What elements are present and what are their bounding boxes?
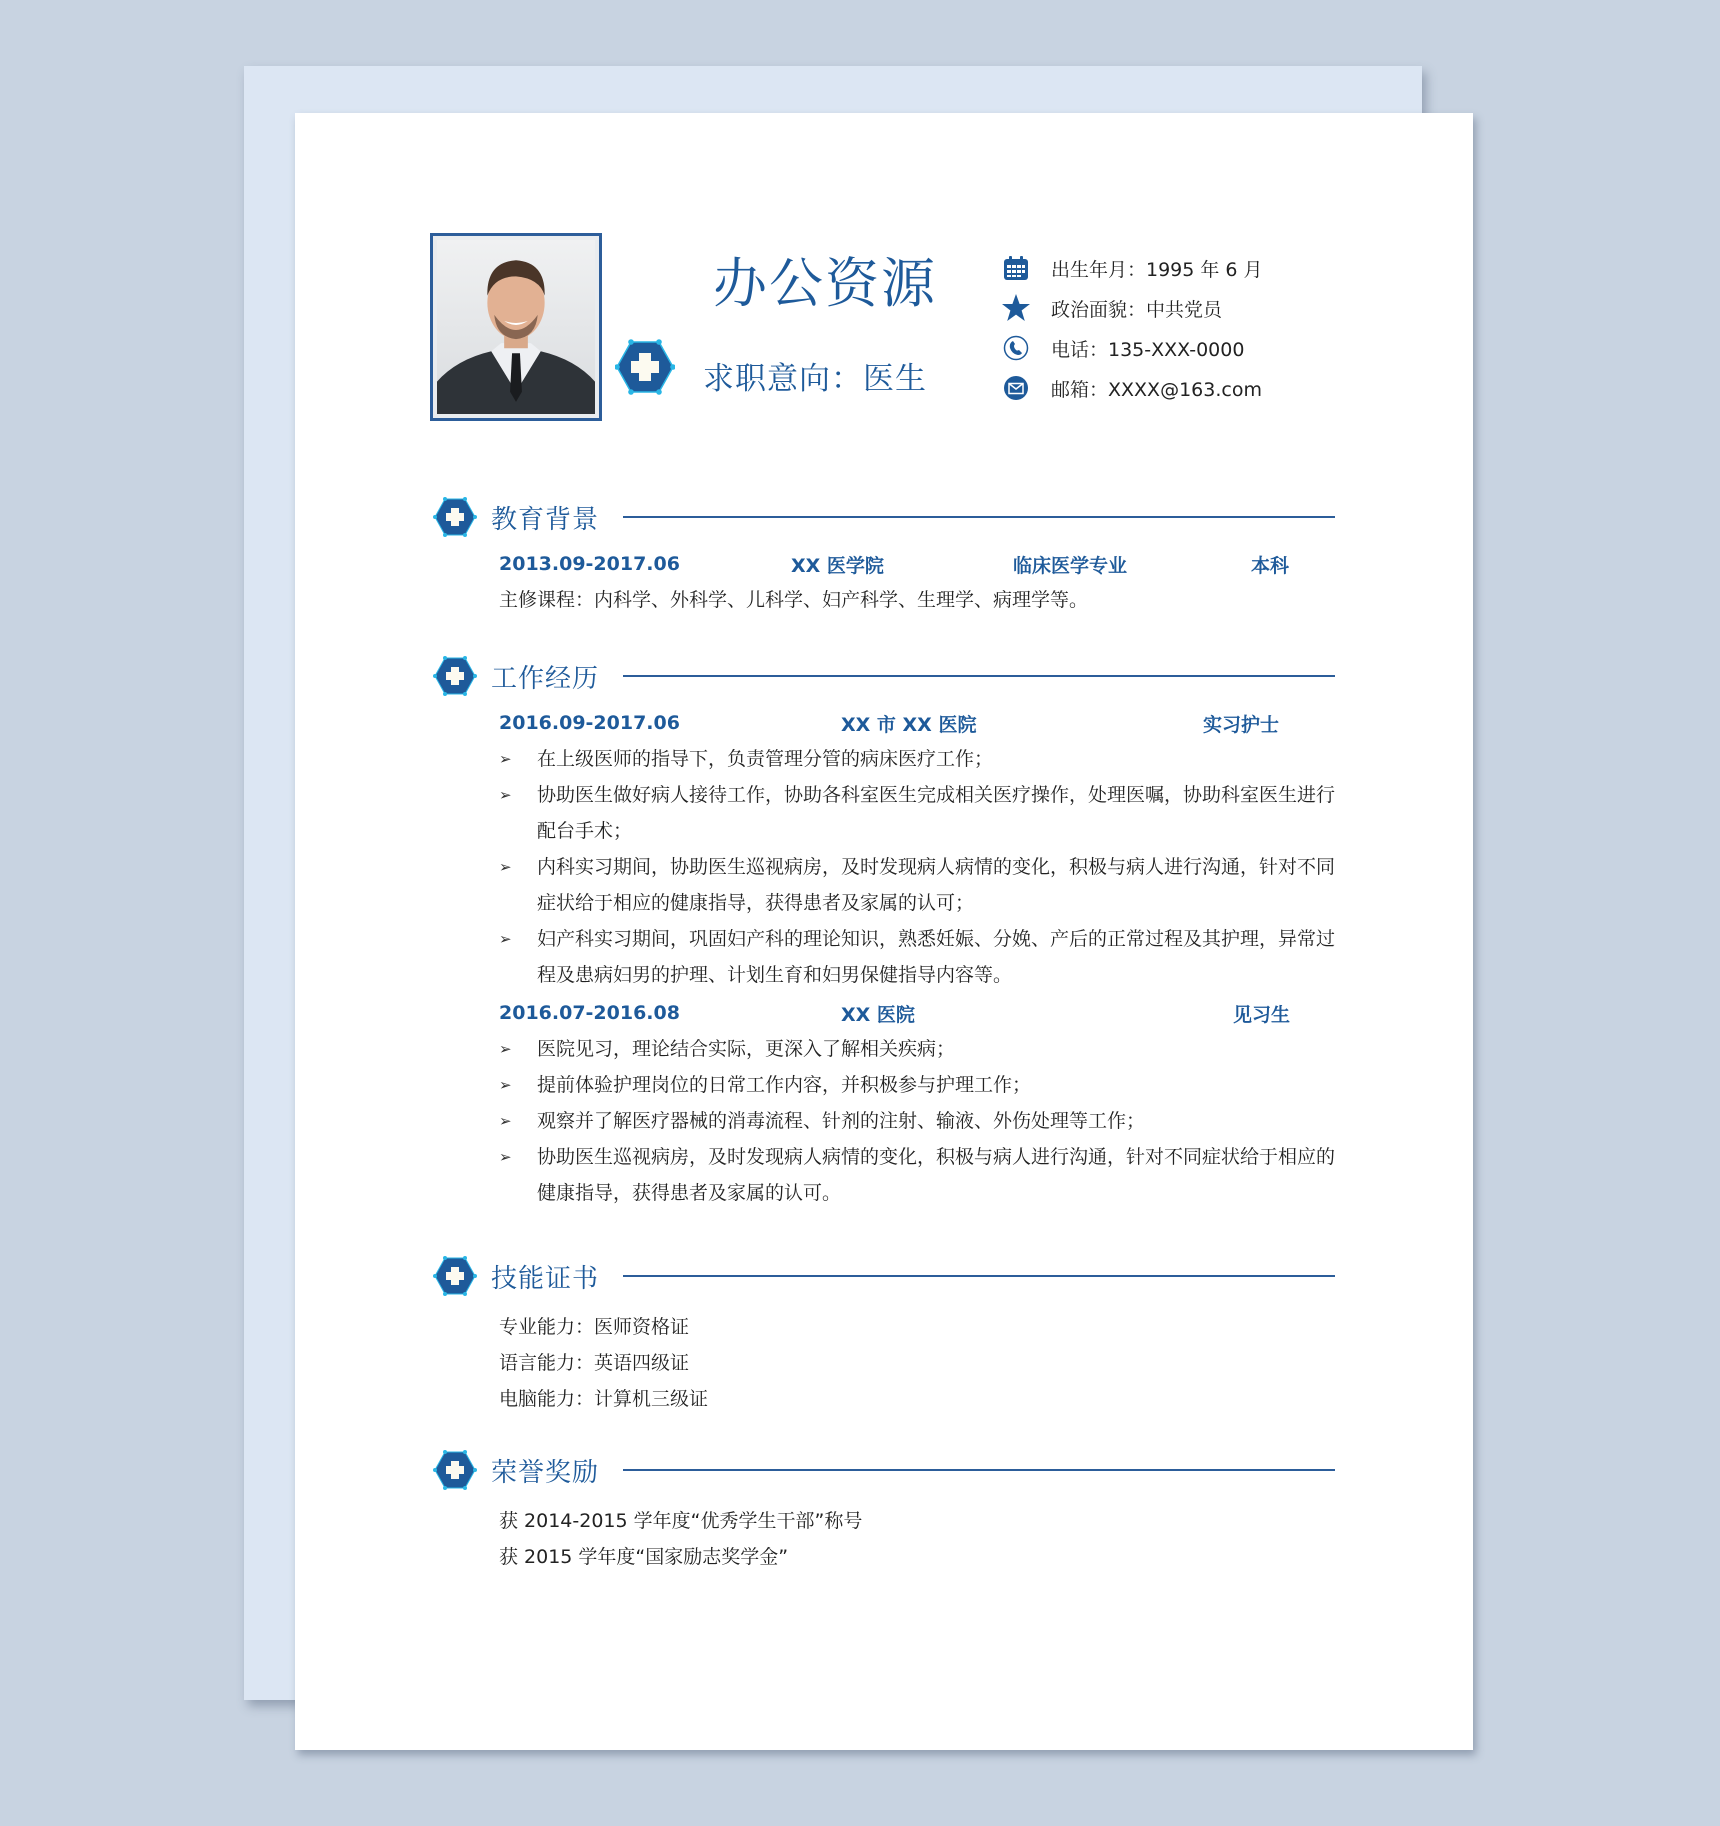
job-period: 2016.07-2016.08	[499, 1002, 680, 1024]
arrow-bullet-icon: ➢	[499, 786, 512, 804]
job-bullet: ➢ 妇产科实习期间，巩固妇产科的理论知识，熟悉妊娠、分娩、产后的正常过程及其护理，异常过程及患病妇男的护理、计划生育和妇男保健指导内容等。	[499, 921, 1349, 993]
candidate-name: 办公资源	[713, 252, 937, 315]
info-birth	[1001, 248, 1263, 288]
arrow-bullet-icon: ➢	[499, 1148, 512, 1166]
education-school: XX 医学院	[791, 554, 884, 577]
education-row	[499, 546, 1349, 582]
personal-info-list	[1001, 248, 1263, 408]
birth-date-text: 出生年月：1995 年 6 月	[1051, 258, 1263, 281]
job-role: 实习护士	[1203, 713, 1280, 736]
calendar-icon	[1001, 253, 1031, 283]
work-job-1	[499, 705, 1349, 993]
job-header	[499, 705, 1349, 741]
job-header	[499, 995, 1349, 1031]
job-place: XX 市 XX 医院	[841, 713, 977, 736]
job-bullet: ➢ 协助医生做好病人接待工作，协助各科室医生完成相关医疗操作，处理医嘱，协助科室医生进行配台手术；	[499, 777, 1349, 849]
job-bullet: ➢ 内科实习期间，协助医生巡视病房，及时发现病人病情的变化，积极与病人进行沟通，针对不同症状给于相应的健康指导，获得患者及家属的认可；	[499, 849, 1349, 921]
job-bullet: ➢ 医院见习，理论结合实际，更深入了解相关疾病；	[499, 1031, 1349, 1067]
info-political	[1001, 288, 1263, 328]
section-title-education: 教育背景	[491, 504, 600, 535]
job-role: 见习生	[1233, 1003, 1291, 1026]
arrow-bullet-icon: ➢	[499, 1076, 512, 1094]
section-header-work	[433, 654, 1335, 698]
job-bullet: ➢ 观察并了解医疗器械的消毒流程、针剂的注射、输液、外伤处理等工作；	[499, 1103, 1349, 1139]
resume-page	[295, 113, 1473, 1750]
section-header-honors	[433, 1448, 1335, 1492]
medical-cross-hexagon-icon	[615, 339, 675, 395]
arrow-bullet-icon: ➢	[499, 930, 512, 948]
arrow-bullet-icon: ➢	[499, 1112, 512, 1130]
job-bullet: ➢ 提前体验护理岗位的日常工作内容，并积极参与护理工作；	[499, 1067, 1349, 1103]
medical-cross-hexagon-icon	[433, 497, 477, 537]
section-header-education	[433, 495, 1335, 539]
job-intent: 求职意向：医生	[703, 361, 927, 397]
info-phone	[1001, 328, 1263, 368]
section-divider	[623, 675, 1335, 677]
education-courses: 主修课程：内科学、外科学、儿科学、妇产科学、生理学、病理学等。	[499, 589, 1089, 611]
section-header-skills	[433, 1254, 1335, 1298]
education-period: 2013.09-2017.06	[499, 553, 680, 575]
arrow-bullet-icon: ➢	[499, 1040, 512, 1058]
job-bullet: ➢ 在上级医师的指导下，负责管理分管的病床医疗工作；	[499, 741, 1349, 777]
work-job-2	[499, 995, 1349, 1211]
political-status-text: 政治面貌：中共党员	[1051, 298, 1223, 321]
skill-item: 语言能力：英语四级证	[499, 1352, 690, 1374]
medical-cross-hexagon-icon	[433, 656, 477, 696]
section-divider	[623, 516, 1335, 518]
education-major: 临床医学专业	[1013, 554, 1128, 577]
star-icon	[1001, 293, 1031, 323]
email-text: 邮箱：XXXX@163.com	[1051, 378, 1262, 401]
section-title-skills: 技能证书	[491, 1263, 600, 1294]
honor-item: 获 2014-2015 学年度“优秀学生干部”称号	[499, 1510, 863, 1532]
honor-item: 获 2015 学年度“国家励志奖学金”	[499, 1546, 789, 1568]
medical-cross-hexagon-icon	[433, 1450, 477, 1490]
phone-text: 电话：135-XXX-0000	[1051, 338, 1245, 361]
mail-icon	[1001, 373, 1031, 403]
section-title-work: 工作经历	[491, 663, 600, 694]
arrow-bullet-icon: ➢	[499, 750, 512, 768]
profile-photo-frame	[430, 233, 602, 421]
profile-photo	[437, 240, 595, 414]
job-period: 2016.09-2017.06	[499, 712, 680, 734]
info-email	[1001, 368, 1263, 408]
section-divider	[623, 1469, 1335, 1471]
education-degree: 本科	[1251, 554, 1290, 577]
medical-cross-hexagon-icon	[433, 1256, 477, 1296]
arrow-bullet-icon: ➢	[499, 858, 512, 876]
skills-list	[499, 1309, 708, 1417]
skill-item: 电脑能力：计算机三级证	[499, 1388, 709, 1410]
section-divider	[623, 1275, 1335, 1277]
phone-icon	[1001, 333, 1031, 363]
section-title-honors: 荣誉奖励	[491, 1457, 600, 1488]
skill-item: 专业能力：医师资格证	[499, 1316, 690, 1338]
job-place: XX 医院	[841, 1003, 915, 1026]
honors-list	[499, 1503, 862, 1575]
job-bullet: ➢ 协助医生巡视病房，及时发现病人病情的变化，积极与病人进行沟通，针对不同症状给于相应的健康指导，获得患者及家属的认可。	[499, 1139, 1349, 1211]
